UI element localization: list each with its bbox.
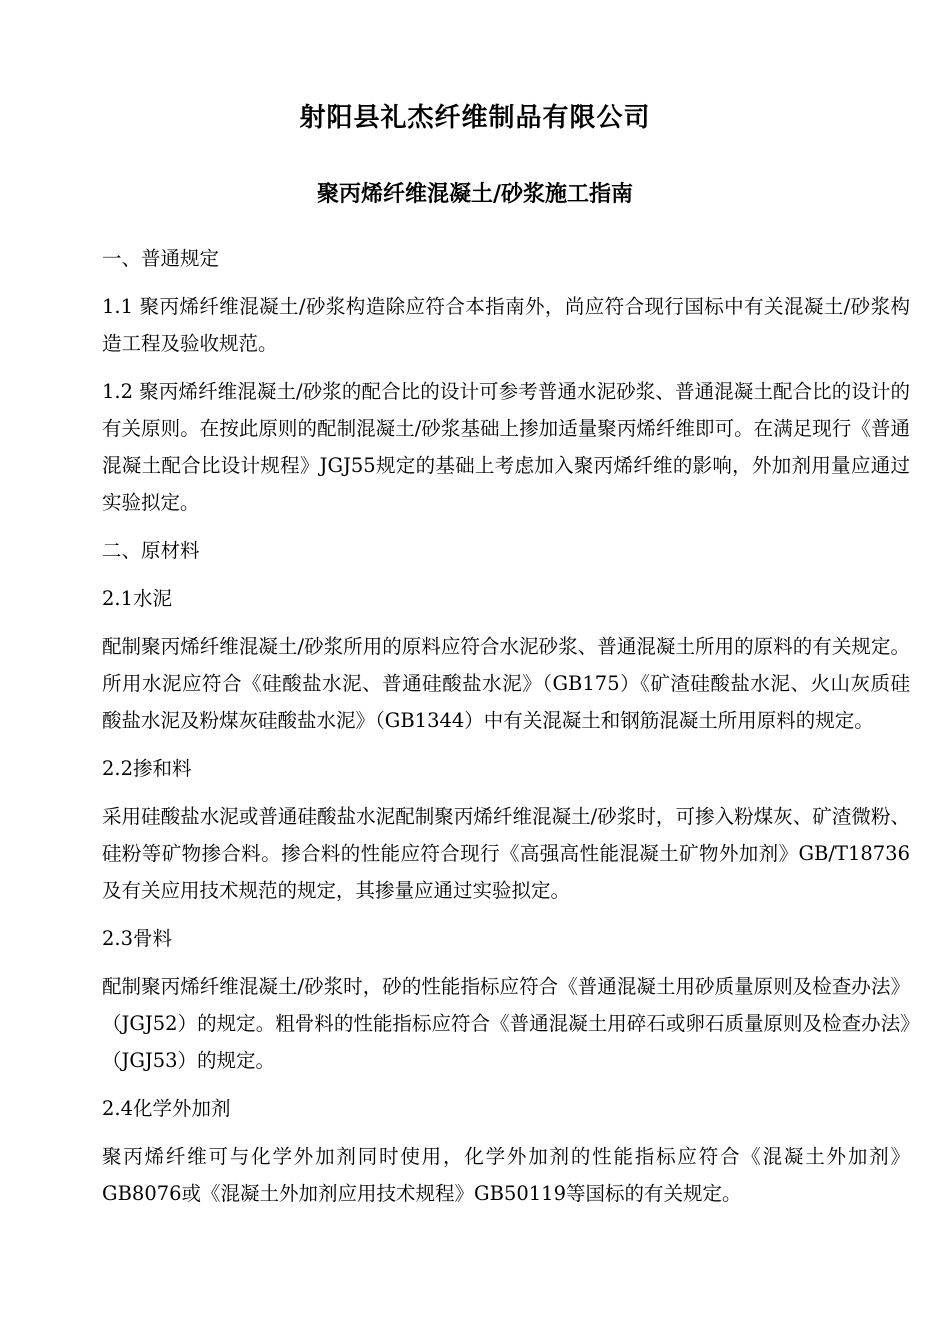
section-2-heading: 二、原材料 — [102, 539, 200, 562]
section-1-heading: 一、普通规定 — [102, 247, 220, 270]
document-body — [102, 240, 910, 1223]
clause-2-4-text: 聚丙烯纤维可与化学外加剂同时使用，化学外加剂的性能指标应符合《混凝土外加剂》GB8076或《混凝土外加剂应用技术规程》GB50119等国标的有关规定。 — [102, 1145, 910, 1205]
clause-2-3-heading: 2.3骨料 — [102, 927, 173, 950]
clause-2-3-text: 配制聚丙烯纤维混凝土/砂浆时，砂的性能指标应符合《普通混凝土用砂质量原则及检查办法》（JGJ52）的规定。粗骨料的性能指标应符合《普通混凝土用碎石或卵石质量原则及检查办法》（JGJ53）的规定。 — [102, 975, 910, 1072]
company-name: 射阳县礼杰纤维制品有限公司 — [299, 103, 651, 133]
clause-2-2-text: 采用硅酸盐水泥或普通硅酸盐水泥配制聚丙烯纤维混凝土/砂浆时，可掺入粉煤灰、矿渣微粉、硅粉等矿物掺合料。掺合料的性能应符合现行《高强高性能混凝土矿物外加剂》GB/T18736及有关应用技术规范的规定，其掺量应通过实验拟定。 — [102, 805, 910, 902]
document-title: 聚丙烯纤维混凝土/砂浆施工指南 — [316, 181, 634, 207]
clause-1-2: 1.2 聚丙烯纤维混凝土/砂浆的配合比的设计可参考普通水泥砂浆、普通混凝土配合比的设计的有关原则。在按此原则的配制混凝土/砂浆基础上掺加适量聚丙烯纤维即可。在满足现行《普通混凝土配合比设计规程》JGJ55规定的基础上考虑加入聚丙烯纤维的影响，外加剂用量应通过实验拟定。 — [102, 380, 910, 514]
clause-2-1-heading: 2.1水泥 — [102, 587, 173, 610]
clause-1-1: 1.1 聚丙烯纤维混凝土/砂浆构造除应符合本指南外，尚应符合现行国标中有关混凝土/砂浆构造工程及验收规范。 — [102, 295, 910, 355]
clause-2-4-heading: 2.4化学外加剂 — [102, 1097, 231, 1120]
clause-2-1-text: 配制聚丙烯纤维混凝土/砂浆所用的原料应符合水泥砂浆、普通混凝土所用的原料的有关规定。所用水泥应符合《硅酸盐水泥、普通硅酸盐水泥》（GB175）《矿渣硅酸盐水泥、火山灰质硅酸盐水泥及粉煤灰硅酸盐水泥》（GB1344）中有关混凝土和钢筋混凝土所用原料的规定。 — [102, 635, 910, 732]
clause-2-2-heading: 2.2掺和料 — [102, 757, 192, 780]
